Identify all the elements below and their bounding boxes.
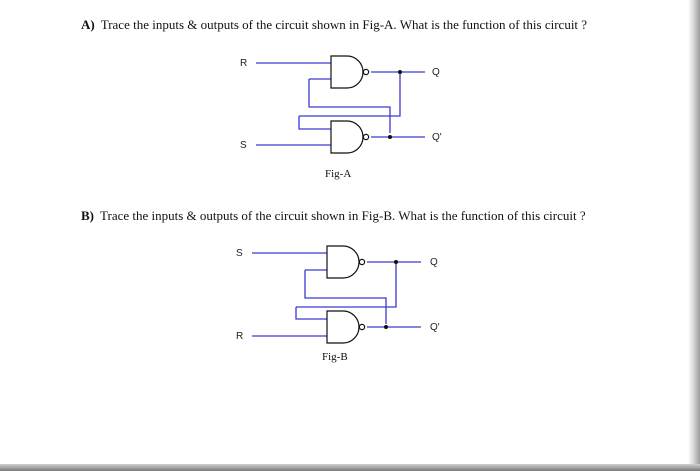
fig-b-output-bottom-label: Q' [430, 322, 440, 333]
question-a-label: A) [81, 17, 95, 32]
fig-b-output-top-label: Q [430, 257, 438, 268]
fig-a-nand-gate-bottom [331, 121, 369, 153]
fig-b-input-bottom-label: R [236, 331, 244, 342]
fig-b-input-top-label: S [236, 248, 243, 259]
question-b-text: Trace the inputs & outputs of the circuit shown in Fig-B. What is the function of this circuit ? [100, 208, 586, 223]
fig-a-output-top-label: Q [432, 67, 440, 78]
fig-b-nand-gate-top [327, 246, 365, 278]
fig-b-circuit [236, 246, 440, 343]
fig-b-caption: Fig-B [322, 351, 348, 363]
fig-a-caption: Fig-A [325, 168, 352, 180]
page-edge-bottom [0, 464, 700, 471]
question-b [81, 208, 586, 224]
fig-a-input-bottom-label: S [240, 140, 247, 151]
fig-b-wires [252, 253, 421, 336]
question-a-text: Trace the inputs & outputs of the circuit shown in Fig-A. What is the function of this circuit ? [100, 17, 588, 32]
fig-a-input-top-label: R [240, 58, 248, 69]
fig-a-nand-gate-top [331, 56, 369, 88]
fig-a-output-bottom-label: Q' [432, 132, 442, 143]
page-edge-right [688, 0, 700, 471]
fig-b-nand-gate-bottom [327, 311, 365, 343]
fig-a-circuit [240, 56, 442, 153]
fig-a-wires [256, 63, 425, 145]
question-b-label: B) [81, 208, 94, 223]
